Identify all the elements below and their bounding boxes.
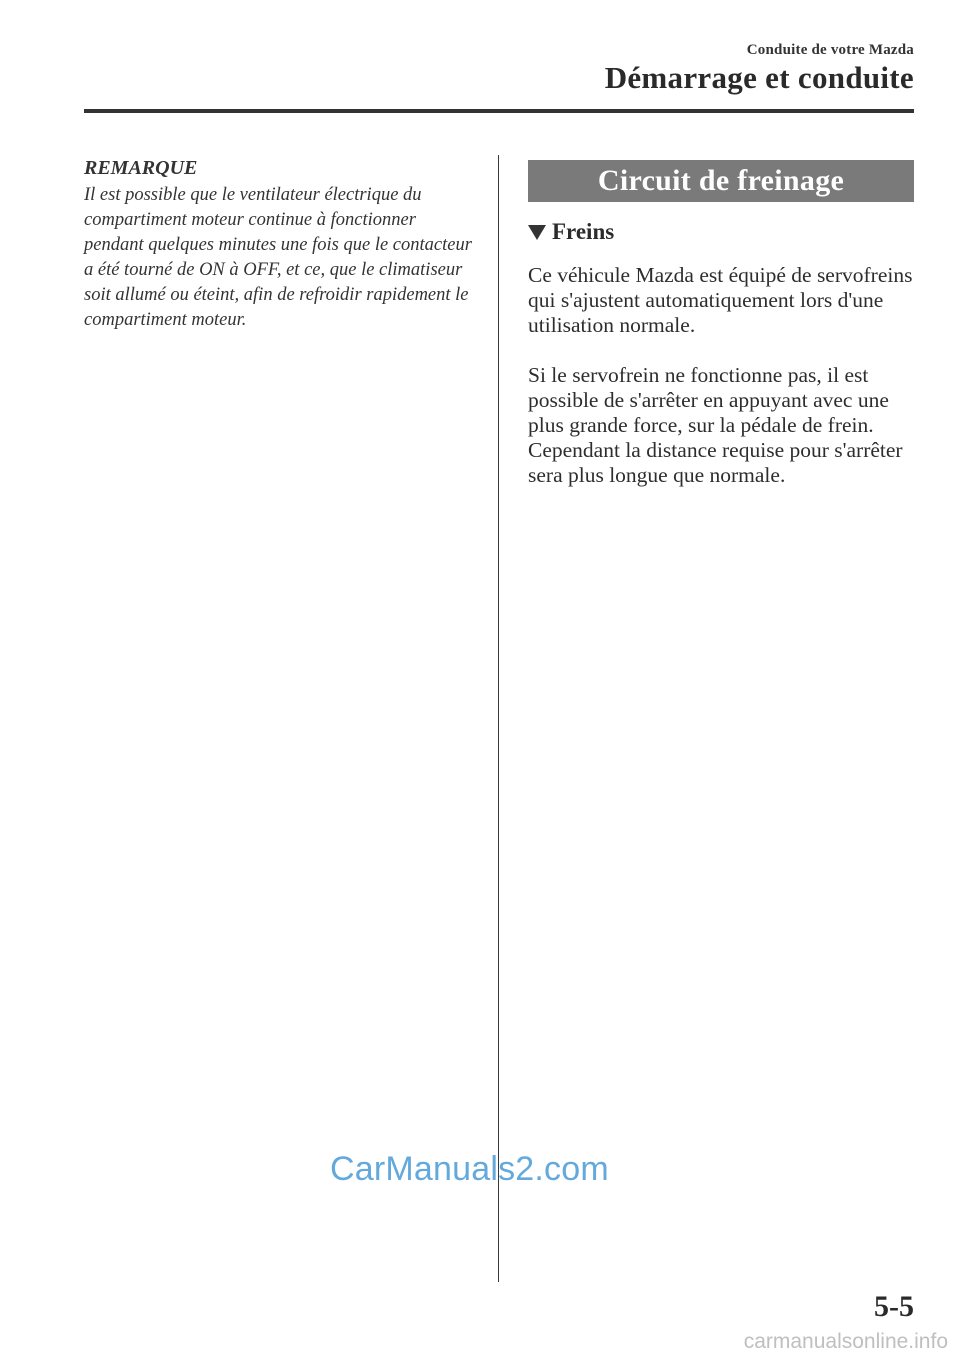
right-column bbox=[528, 160, 914, 488]
section-banner: Circuit de freinage bbox=[528, 160, 914, 202]
paragraph: Si le servofrein ne fonctionne pas, il est possible de s'arrêter en appuyant avec une plus grande force, sur la pédale de frein. Cependant la distance requise pour s'arrêter sera plus longue que normale. bbox=[528, 363, 903, 487]
page-title: Démarrage et conduite bbox=[604, 60, 914, 95]
column-divider bbox=[498, 155, 499, 1282]
triangle-down-icon bbox=[528, 225, 546, 240]
header-rule bbox=[84, 109, 914, 113]
header-subtitle: Conduite de votre Mazda bbox=[746, 42, 914, 58]
page-number: 5-5 bbox=[874, 1290, 914, 1323]
watermark: CarManuals2.com bbox=[330, 1150, 609, 1188]
subheading-text: Freins bbox=[552, 219, 615, 244]
subheading bbox=[528, 216, 914, 248]
paragraph: Ce véhicule Mazda est équipé de servofreins qui s'ajustent automatiquement lors d'une utilisation normale. bbox=[528, 263, 913, 337]
note-body: Il est possible que le ventilateur électrique du compartiment moteur continue à fonctionner pendant quelques minutes une fois que le contacteur a été tourné de ON à OFF, et ce, que le climatiseur soit allumé ou éteint, afin de refroidir rapidement le compartiment moteur. bbox=[84, 185, 472, 330]
left-column bbox=[84, 155, 479, 333]
footer-watermark: carmanualsonline.info bbox=[743, 1330, 948, 1353]
note-heading: REMARQUE bbox=[84, 157, 198, 179]
